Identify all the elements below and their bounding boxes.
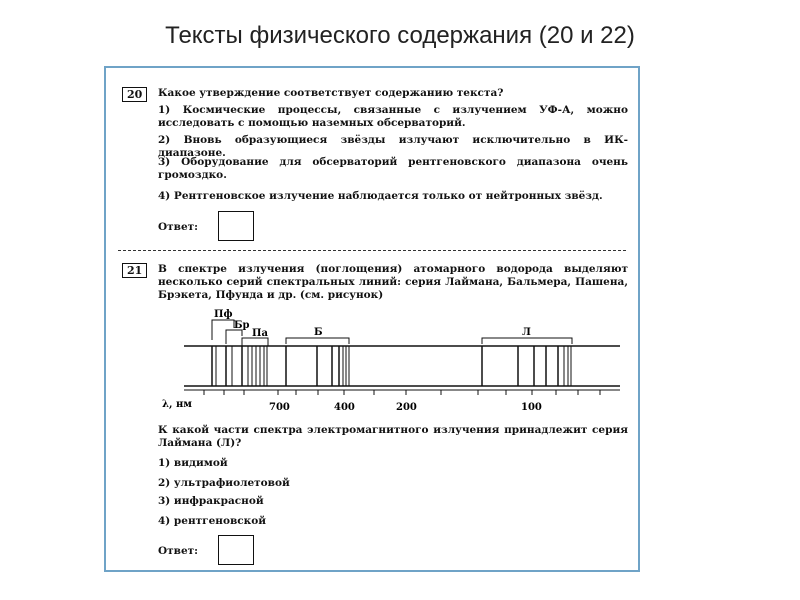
- q21-option-4: 4) рентгеновской: [158, 515, 267, 527]
- question-number-20: 20: [122, 87, 147, 102]
- series-label-pf: Пф: [214, 309, 233, 320]
- q20-option-1: 1) Космические процессы, связанные с излучением УФ-А, можно исследовать с помощью наземных обсерваторий.: [158, 104, 628, 129]
- tick-label-700: 700: [269, 402, 290, 413]
- q21-option-1: 1) видимой: [158, 457, 228, 469]
- q21-answer-box[interactable]: [218, 535, 254, 565]
- question-21-text: К какой части спектра электромагнитного излучения принадлежит серия Лаймана (Л)?: [158, 424, 628, 449]
- q20-answer-box[interactable]: [218, 211, 254, 241]
- question-21-intro: В спектре излучения (поглощения) атомарного водорода выделяют несколько серий спектральных линий: серия Лаймана, Бальмера, Пашена, Брэкета, Пфунда и др. (см. рисунок): [158, 263, 628, 301]
- q21-option-2: 2) ультрафиолетовой: [158, 477, 290, 489]
- slide-title: Тексты физического содержания (20 и 22): [165, 22, 635, 49]
- tick-label-200: 200: [396, 402, 417, 413]
- question-20-text: Какое утверждение соответствует содержанию текста?: [158, 87, 504, 99]
- tick-label-100: 100: [521, 402, 542, 413]
- question-number-21: 21: [122, 263, 147, 278]
- spectrum-figure: [106, 304, 626, 416]
- document-page: [104, 66, 640, 572]
- q20-answer-label: Ответ:: [158, 221, 199, 233]
- separator: [118, 250, 626, 251]
- q21-option-3: 3) инфракрасной: [158, 495, 264, 507]
- bracket-br: [226, 330, 242, 344]
- bracket-pa: [242, 338, 268, 346]
- q20-option-3: 3) Оборудование для обсерваторий рентгеновского диапазона очень громоздко.: [158, 156, 628, 181]
- q21-answer-label: Ответ:: [158, 545, 199, 557]
- axis-ticks: [204, 390, 600, 395]
- axis-label: λ, нм: [162, 399, 192, 410]
- series-label-l: Л: [522, 327, 531, 338]
- bracket-l: [482, 338, 572, 344]
- bracket-b: [286, 338, 349, 344]
- tick-label-400: 400: [334, 402, 355, 413]
- q20-option-4: 4) Рентгеновское излучение наблюдается только от нейтронных звёзд.: [158, 190, 603, 202]
- series-label-b: Б: [314, 327, 323, 338]
- series-label-br: Бр: [234, 320, 250, 331]
- q20-option-2: 2) Вновь образующиеся звёзды излучают исключительно в ИК-диапазоне.: [158, 134, 628, 159]
- series-label-pa: Па: [252, 328, 268, 339]
